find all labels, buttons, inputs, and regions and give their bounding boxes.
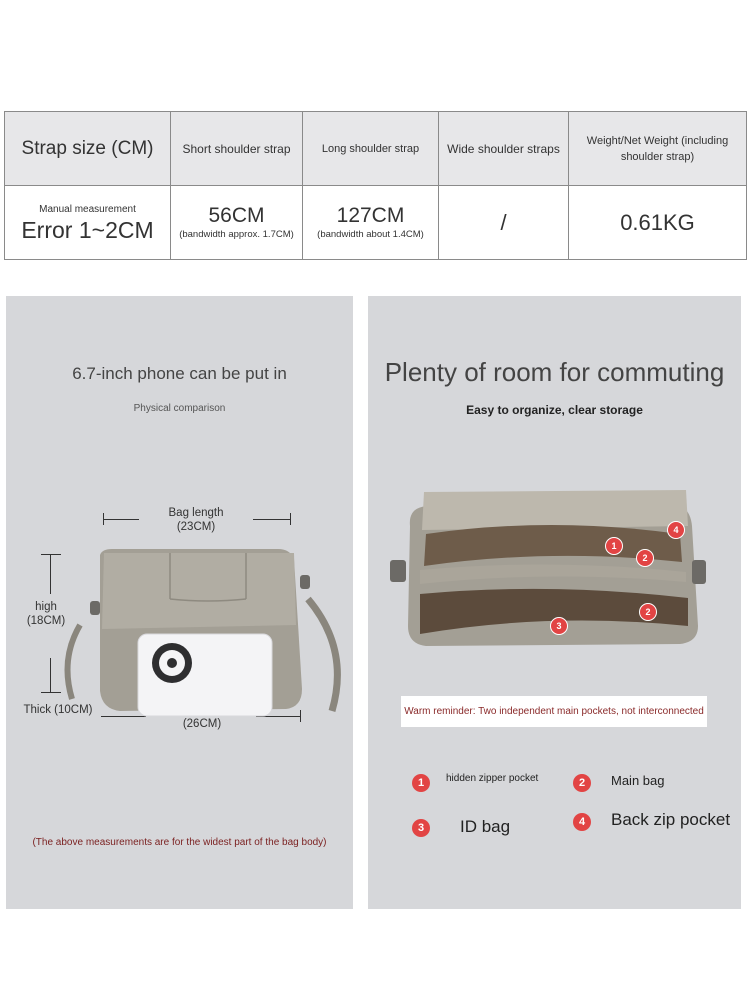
bag-length-tick-right [290, 513, 291, 525]
strap-size-table [4, 111, 747, 260]
short-strap-note: (bandwidth approx. 1.7CM) [179, 229, 294, 240]
handbag-front-image [50, 539, 370, 729]
right-buckle [300, 575, 310, 589]
legend-num-3: 3 [412, 819, 430, 837]
badge-id-bag: 3 [550, 617, 568, 635]
long-strap-note: (bandwidth about 1.4CM) [317, 229, 424, 240]
badge-main-bag-bottom: 2 [639, 603, 657, 621]
phone-fit-title: 6.7-inch phone can be put in [72, 364, 287, 383]
bag-length-line-left [103, 519, 139, 520]
commuting-title: Plenty of room for commuting [384, 357, 725, 387]
header-weight: Weight/Net Weight (including shoulder strap) [569, 112, 747, 186]
long-strap-value: 127CM [336, 204, 405, 227]
header-strap-size: Strap size (CM) [5, 112, 171, 186]
weight-value: 0.61KG [569, 186, 747, 260]
open-bag-flap [422, 490, 688, 530]
warm-reminder-box: Warm reminder: Two independent main pockets, not interconnected [401, 696, 707, 727]
phone-camera-lens [167, 658, 177, 668]
header-long-strap: Long shoulder strap [303, 112, 439, 186]
storage-subtitle: Easy to organize, clear storage [466, 403, 643, 417]
bag-length-value: (23CM) [176, 521, 216, 533]
wide-strap-value: / [439, 186, 569, 260]
badge-hidden-zipper-pocket: 1 [605, 537, 623, 555]
size-comparison-panel [6, 296, 353, 909]
short-strap-value: 56CM [208, 204, 265, 227]
manual-measurement-text: Manual measurement [39, 204, 136, 215]
right-strap-connector [692, 560, 706, 584]
thick-label: Thick (10CM) [23, 704, 93, 716]
legend-num-4: 4 [573, 813, 591, 831]
badge-main-bag-top: 2 [636, 549, 654, 567]
measurement-note: (The above measurements are for the widest part of the bag body) [32, 837, 327, 848]
bag-length-tick-left [103, 513, 104, 525]
physical-comparison-subtitle: Physical comparison [133, 403, 226, 414]
table-value-row [5, 186, 747, 260]
header-short-strap: Short shoulder strap [171, 112, 303, 186]
height-label: high [35, 601, 57, 613]
legend-num-2: 2 [573, 774, 591, 792]
left-buckle [90, 601, 100, 615]
left-strap-connector [390, 560, 406, 582]
row-label-cell [5, 186, 171, 260]
legend-label-id-bag: ID bag [460, 817, 511, 836]
handbag-open-image [390, 486, 710, 656]
header-wide-straps: Wide shoulder straps [439, 112, 569, 186]
bag-length-line-right [253, 519, 290, 520]
bottom-length-value: (26CM) [182, 718, 222, 730]
error-range-text: Error 1~2CM [21, 217, 154, 243]
table-header-row [5, 112, 747, 186]
legend-label-main-bag: Main bag [611, 773, 665, 788]
left-strap [68, 625, 81, 699]
short-strap-cell [171, 186, 303, 260]
right-strap [308, 599, 337, 711]
long-strap-cell [303, 186, 439, 260]
storage-panel [368, 296, 741, 909]
legend-label-hidden-zipper-pocket: hidden zipper pocket [446, 773, 539, 784]
legend-num-1: 1 [412, 774, 430, 792]
bag-flap [102, 553, 296, 629]
legend-label-back-zip-pocket: Back zip pocket [611, 810, 731, 829]
bag-length-label: Bag length [168, 507, 224, 519]
height-value: (18CM) [26, 615, 66, 627]
badge-back-zip-pocket: 4 [667, 521, 685, 539]
